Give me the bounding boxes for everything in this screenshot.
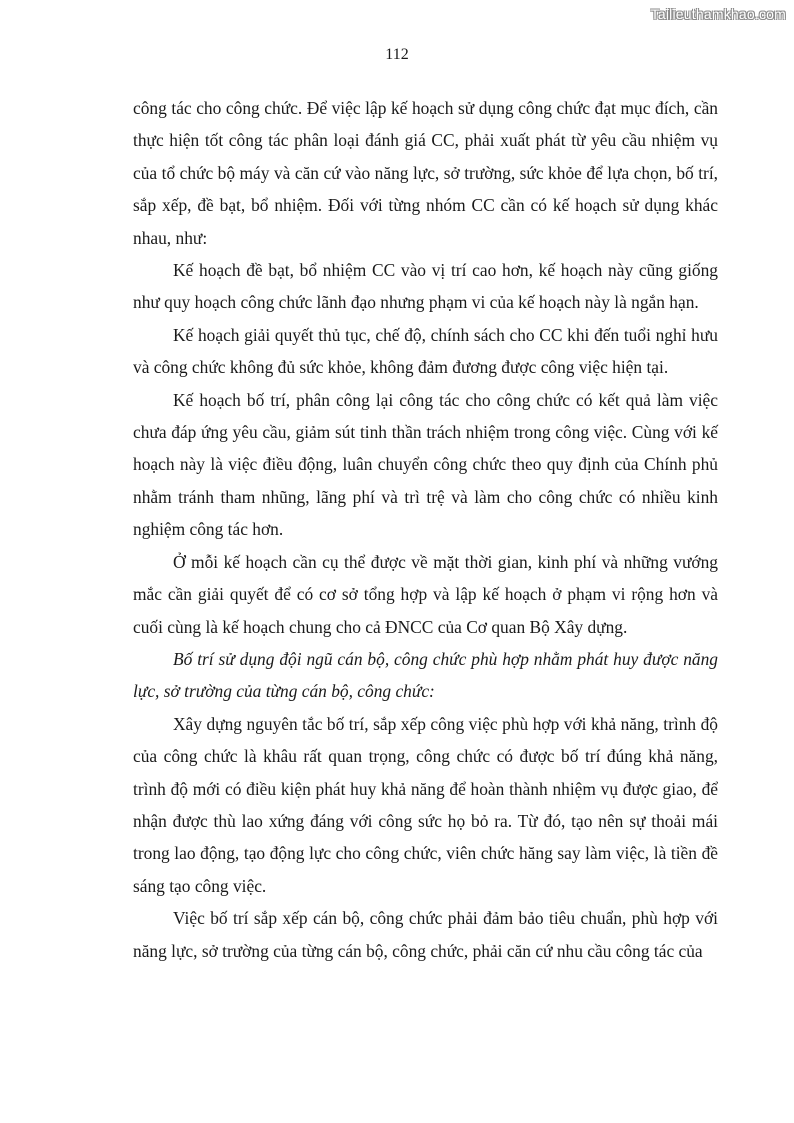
section-heading-italic: Bố trí sử dụng đội ngũ cán bộ, công chức phù hợp nhằm phát huy được năng lực, sở trường của từng cán bộ, công chức:	[133, 648, 718, 702]
paragraph-4: Kế hoạch bố trí, phân công lại công tác cho công chức có kết quả làm việc chưa đáp ứng yêu cầu, giảm sút tinh thần trách nhiệm trong công việc. Cùng với kế hoạch này là việc điều động, luân chuyển công chức theo quy định của Chính phủ nhằm tránh tham nhũng, lãng phí và trì trệ và làm cho công chức có nhiều kinh nghiệm công tác hơn.	[133, 389, 718, 540]
paragraph-6: Xây dựng nguyên tắc bố trí, sắp xếp công việc phù hợp với khả năng, trình độ của công chức là khâu rất quan trọng, công chức có được bố trí đúng khả năng, trình độ mới có điều kiện phát huy khả năng để hoàn thành nhiệm vụ được giao, để nhận được thù lao xứng đáng với công sức họ bỏ ra. Từ đó, tạo nên sự thoải mái trong lao động, tạo động lực cho công chức, viên chức hăng say làm việc, là tiền đề sáng tạo công việc.	[133, 713, 718, 896]
document-body	[133, 92, 718, 967]
watermark-text: Tailieuthamkhao.com	[650, 6, 786, 22]
paragraph-7: Việc bố trí sắp xếp cán bộ, công chức phải đảm bảo tiêu chuẩn, phù hợp với năng lực, sở trường của từng cán bộ, công chức, phải căn cứ nhu cầu công tác của	[133, 908, 718, 961]
page-number: 112	[385, 46, 409, 63]
paragraph-5: Ở mỗi kế hoạch cần cụ thể được về mặt thời gian, kinh phí và những vướng mắc cần giải quyết để có cơ sở tổng hợp và lập kế hoạch ở phạm vi rộng hơn và cuối cùng là kế hoạch chung cho cả ĐNCC của Cơ quan Bộ Xây dựng.	[133, 551, 718, 637]
paragraph-2: Kế hoạch đề bạt, bổ nhiệm CC vào vị trí cao hơn, kế hoạch này cũng giống như quy hoạch công chức lãnh đạo nhưng phạm vi của kế hoạch này là ngắn hạn.	[133, 260, 718, 313]
paragraph-1: công tác cho công chức. Để việc lập kế hoạch sử dụng công chức đạt mục đích, cần thực hiện tốt công tác phân loại đánh giá CC, phải xuất phát từ yêu cầu nhiệm vụ của tổ chức bộ máy và căn cứ vào năng lực, sở trường, sức khỏe để lựa chọn, bố trí, sắp xếp, đề bạt, bổ nhiệm. Đối với từng nhóm CC cần có kế hoạch sử dụng khác nhau, như:	[133, 98, 718, 248]
paragraph-3: Kế hoạch giải quyết thủ tục, chế độ, chính sách cho CC khi đến tuổi nghỉ hưu và công chức không đủ sức khỏe, không đảm đương được công việc hiện tại.	[133, 324, 718, 378]
